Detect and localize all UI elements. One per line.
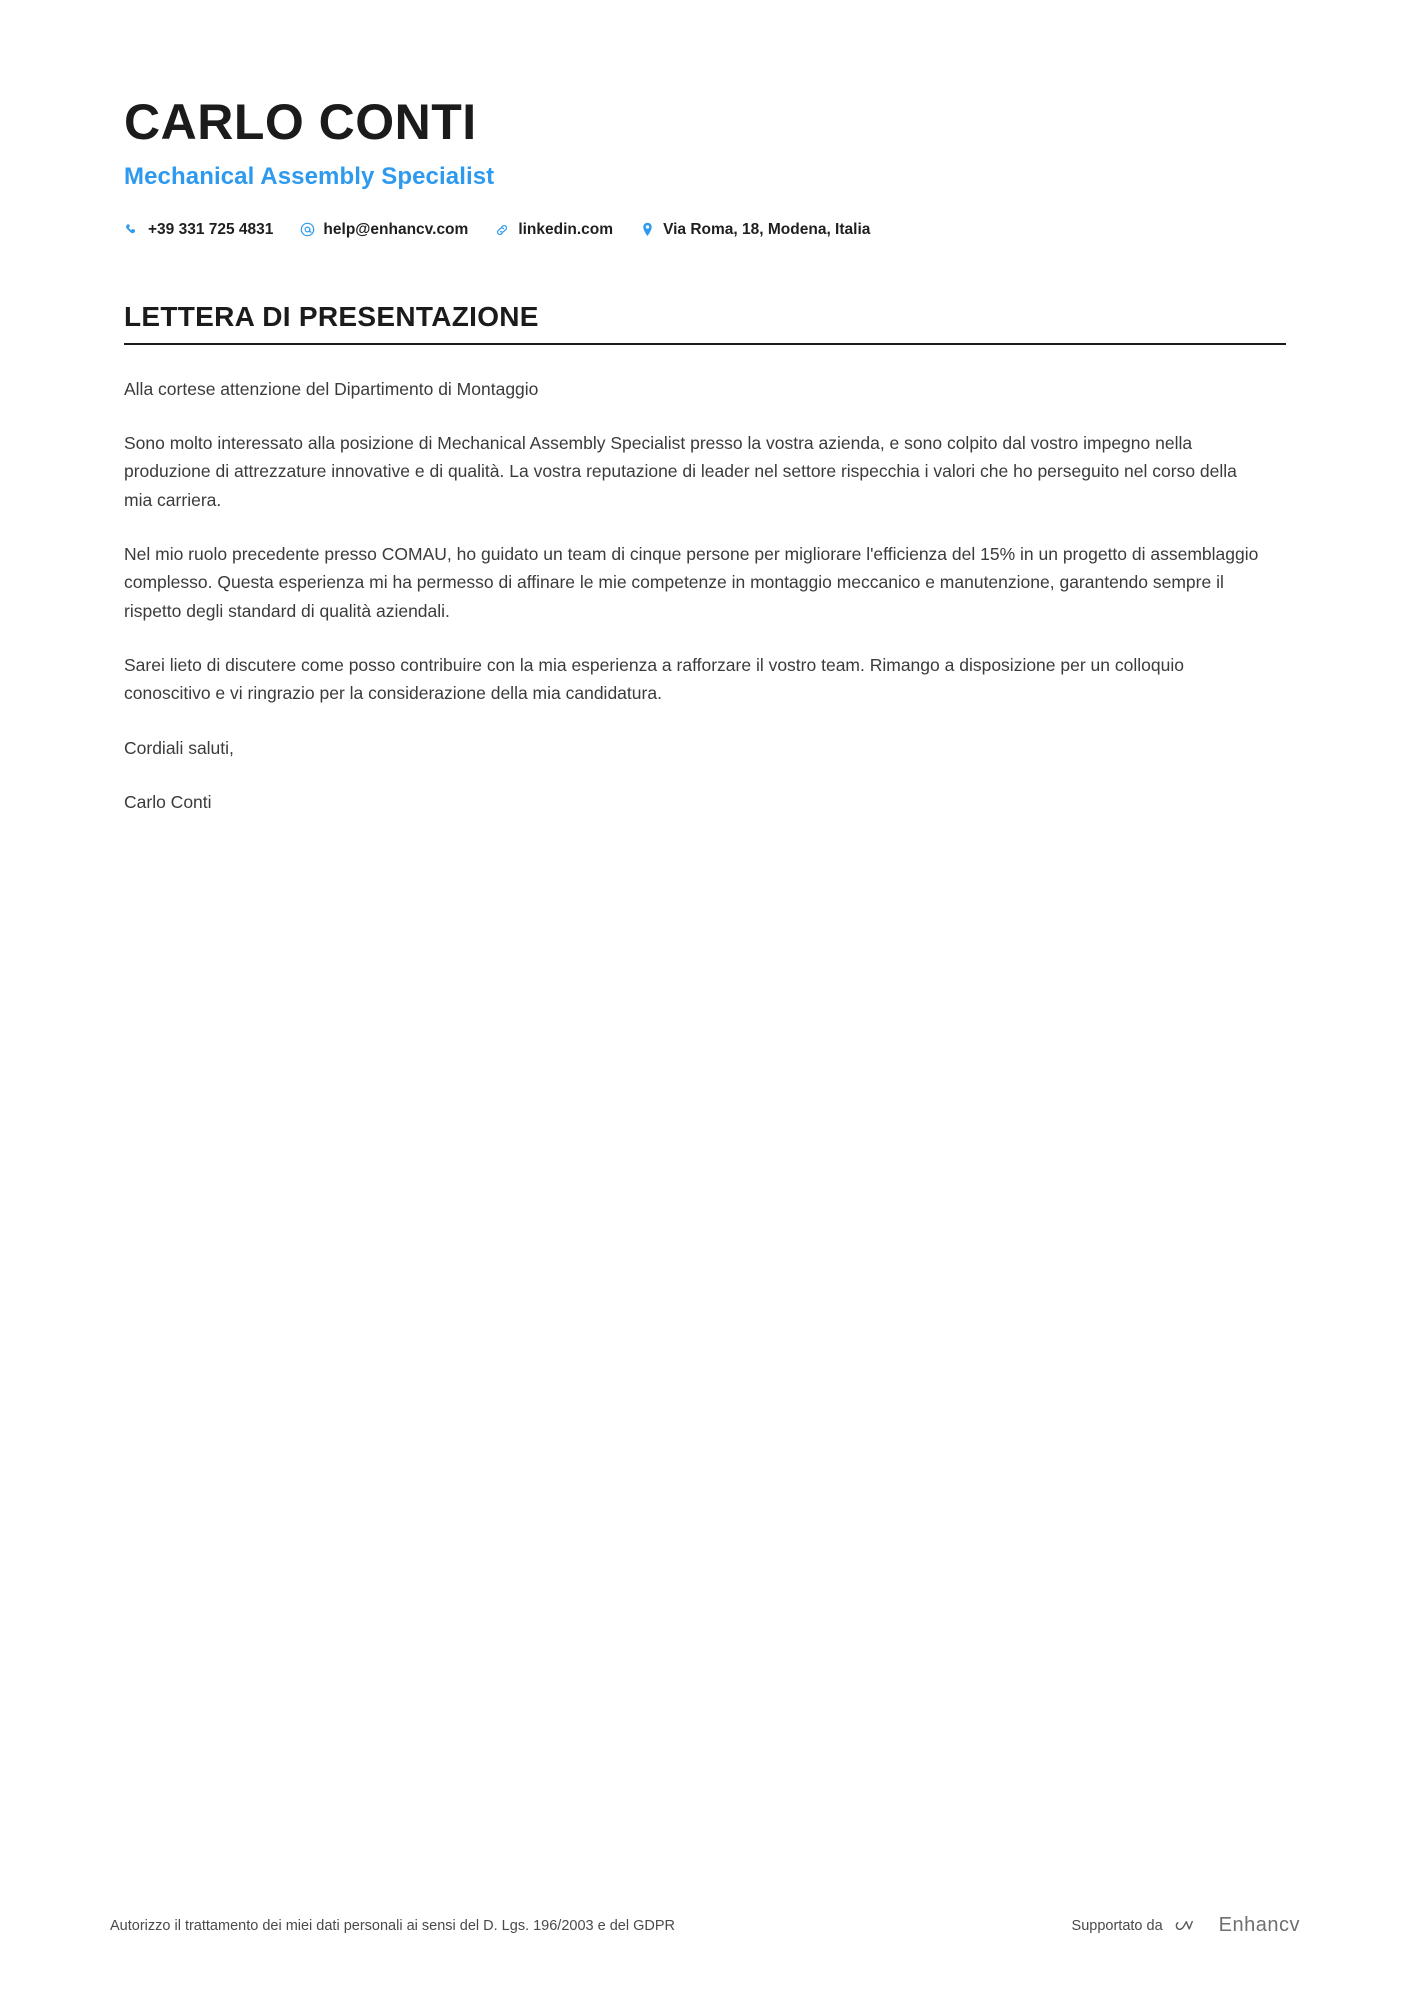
contact-email-label: help@enhancv.com [323,220,469,238]
phone-icon [124,222,140,238]
letter-signature: Carlo Conti [124,791,212,812]
document-footer [0,1914,1410,1937]
contact-linkedin[interactable] [494,221,613,239]
enhancv-logo-icon [1175,1916,1211,1936]
letter-closing: Cordiali saluti, [124,737,234,758]
cover-letter-section [124,301,1286,817]
document-header [124,0,1286,239]
brand-name: Enhancv [1218,1914,1300,1936]
page-title: CARLO CONTI [124,94,477,150]
letter-paragraph-1: Sono molto interessato alla posizione di Mechanical Assembly Specialist presso la vostra azienda, e sono colpito dal vostro impegno nella produzione di attrezzature innovative e di qualità. La vostra reputazione di leader nel settore rispecchia i valori che ho perseguito nel corso della mia carriera. [124,432,1237,510]
letter-paragraph-3: Sarei lieto di discutere come posso contribuire con la mia esperienza a rafforzare il vostro team. Rimango a disposizione per un colloquio conoscitivo e vi ringrazio per la considerazione della mia candidatura. [124,654,1184,704]
link-icon [494,222,510,238]
gdpr-consent-text: Autorizzo il trattamento dei miei dati personali ai sensi del D. Lgs. 196/2003 e del GDPR [110,1917,675,1934]
contact-email[interactable] [299,221,468,239]
letter-paragraph-2: Nel mio ruolo precedente presso COMAU, ho guidato un team di cinque persone per migliorare l'efficienza del 15% in un progetto di assemblaggio complesso. Questa esperienza mi ha permesso di affinare le mie competenze in montaggio meccanico e manutenzione, garantendo sempre il rispetto degli standard di qualità aziendali. [124,543,1259,621]
letter-salutation: Alla cortese attenzione del Dipartimento di Montaggio [124,378,539,399]
location-pin-icon [639,222,655,238]
contact-linkedin-label: linkedin.com [518,220,614,238]
section-divider [124,343,1286,345]
contact-address [639,221,870,239]
contact-address-label: Via Roma, 18, Modena, Italia [663,220,871,238]
contact-phone[interactable] [124,221,273,239]
branding [1072,1914,1300,1937]
contact-row [124,221,1286,239]
job-title: Mechanical Assembly Specialist [124,162,495,190]
email-icon [299,222,315,238]
section-title: LETTERA DI PRESENTAZIONE [124,300,539,332]
letter-body [124,375,1286,817]
supported-by-label: Supportato da [1071,1917,1163,1934]
contact-phone-label: +39 331 725 4831 [148,220,274,238]
